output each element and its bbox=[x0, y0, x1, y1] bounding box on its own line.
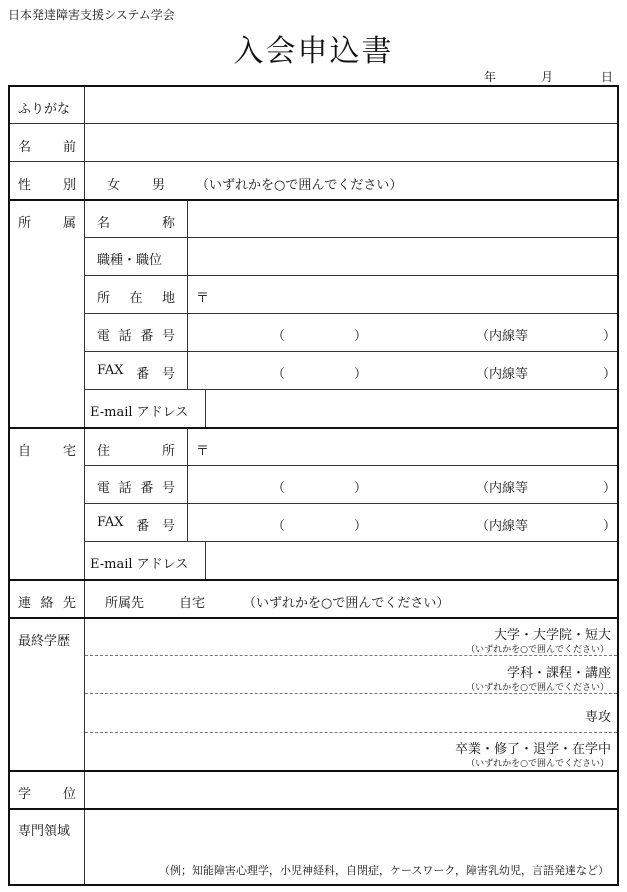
label-part: 号 bbox=[161, 481, 175, 496]
gender-option-female[interactable]: 女 bbox=[107, 178, 121, 193]
affiliation-position-label: 職種・職位 bbox=[97, 253, 163, 268]
contact-label-part: 絡 bbox=[40, 596, 54, 611]
contact-label bbox=[18, 592, 76, 611]
application-form bbox=[8, 85, 619, 886]
gender-label-part: 別 bbox=[62, 178, 76, 193]
divider bbox=[10, 161, 617, 162]
paren-close: ） bbox=[603, 519, 617, 534]
dashed-divider bbox=[85, 655, 617, 656]
education-circle-note: （いずれかを○で囲んでください） bbox=[466, 759, 609, 769]
home-label bbox=[18, 440, 76, 459]
date-month-label: 月 bbox=[541, 70, 554, 84]
gender-label-part: 性 bbox=[18, 178, 32, 193]
label-part: 所 bbox=[161, 444, 175, 459]
affiliation-position-field[interactable] bbox=[188, 238, 617, 275]
home-sub-divider bbox=[187, 428, 188, 541]
extension-label: （内線等 bbox=[476, 367, 529, 382]
divider bbox=[85, 313, 617, 314]
furigana-field[interactable] bbox=[85, 88, 617, 123]
education-circle-note: （いずれかを○で囲んでください） bbox=[466, 683, 609, 693]
label-part: 号 bbox=[161, 519, 175, 534]
contact-label-part: 先 bbox=[62, 596, 76, 611]
label-part: FAX bbox=[97, 363, 124, 378]
specialty-example: （例；知能障害心理学，小児神経科，自閉症，ケースワーク，障害乳幼児，言語発達など） bbox=[158, 864, 609, 877]
date-day-label: 日 bbox=[601, 70, 614, 84]
paren-close: ） bbox=[354, 367, 368, 382]
date-year-label: 年 bbox=[484, 70, 497, 84]
education-university-options[interactable]: 大学・大学院・短大 bbox=[493, 628, 611, 643]
degree-label-part: 位 bbox=[62, 787, 76, 802]
label-part: 電 bbox=[97, 481, 111, 496]
degree-label bbox=[18, 783, 76, 802]
degree-label-part: 学 bbox=[18, 787, 32, 802]
section-divider bbox=[10, 579, 617, 581]
gender-note: （いずれかを○で囲んでください） bbox=[196, 178, 403, 193]
education-major-label: 専攻 bbox=[584, 710, 611, 725]
gender-label bbox=[18, 174, 76, 193]
contact-label-part: 連 bbox=[18, 596, 32, 611]
paren-open: （ bbox=[272, 329, 286, 344]
paren-close: ） bbox=[603, 481, 617, 496]
label-part: 在 bbox=[129, 291, 143, 306]
contact-note: （いずれかを○で囲んでください） bbox=[243, 596, 450, 611]
extension-label: （内線等 bbox=[476, 519, 529, 534]
label-part: 番 bbox=[140, 481, 154, 496]
name-label-part: 前 bbox=[62, 140, 76, 155]
gender-option-male[interactable]: 男 bbox=[152, 178, 166, 193]
label-part: 話 bbox=[118, 481, 132, 496]
paren-open: （ bbox=[272, 367, 286, 382]
paren-open: （ bbox=[272, 481, 286, 496]
home-label-part: 宅 bbox=[62, 444, 76, 459]
label-part: FAX bbox=[97, 515, 124, 530]
specialty-label: 専門領域 bbox=[18, 824, 71, 839]
label-column-divider bbox=[84, 87, 85, 884]
divider bbox=[85, 351, 617, 352]
affiliation-email-label: E-mail アドレス bbox=[90, 405, 189, 420]
education-circle-note: （いずれかを○で囲んでください） bbox=[466, 645, 609, 655]
label-part: 称 bbox=[161, 216, 175, 231]
home-phone-label bbox=[97, 477, 175, 496]
education-status-options[interactable]: 卒業・修了・退学・在学中 bbox=[454, 742, 611, 757]
home-fax-label bbox=[97, 515, 175, 534]
affiliation-label-part: 所 bbox=[18, 216, 32, 231]
label-part: 住 bbox=[97, 444, 111, 459]
home-postal-mark: 〒 bbox=[196, 444, 210, 459]
divider bbox=[85, 503, 617, 504]
paren-close: ） bbox=[354, 481, 368, 496]
section-divider bbox=[10, 617, 617, 619]
label-part: 番 bbox=[136, 519, 150, 534]
name-field[interactable] bbox=[85, 124, 617, 161]
paren-close: ） bbox=[354, 519, 368, 534]
specialty-field[interactable] bbox=[85, 809, 617, 859]
contact-option-work[interactable]: 所属先 bbox=[105, 596, 145, 611]
extension-label: （内線等 bbox=[476, 481, 529, 496]
home-email-field[interactable] bbox=[206, 542, 617, 579]
affiliation-email-field[interactable] bbox=[206, 390, 617, 427]
divider bbox=[85, 465, 617, 466]
organization-name: 日本発達障害支援システム学会 bbox=[8, 8, 175, 22]
paren-close: ） bbox=[603, 329, 617, 344]
label-part: 話 bbox=[118, 329, 132, 344]
paren-open: （ bbox=[272, 519, 286, 534]
home-address-label bbox=[97, 440, 175, 459]
home-address-field[interactable] bbox=[210, 428, 617, 465]
furigana-label: ふりがな bbox=[18, 102, 71, 117]
dashed-divider bbox=[85, 732, 617, 733]
page-title: 入会申込書 bbox=[233, 34, 394, 69]
affiliation-label-part: 属 bbox=[62, 216, 76, 231]
label-part: 電 bbox=[97, 329, 111, 344]
label-part: 番 bbox=[136, 367, 150, 382]
dashed-divider bbox=[85, 693, 617, 694]
label-part: 号 bbox=[161, 367, 175, 382]
home-label-part: 自 bbox=[18, 444, 32, 459]
degree-field[interactable] bbox=[85, 771, 617, 808]
paren-close: ） bbox=[354, 329, 368, 344]
affiliation-org-name-field[interactable] bbox=[188, 200, 617, 237]
education-label: 最終学歴 bbox=[18, 634, 71, 649]
affiliation-postal-mark: 〒 bbox=[196, 291, 210, 306]
affiliation-org-name-label bbox=[97, 212, 175, 231]
affiliation-fax-label bbox=[97, 363, 175, 382]
label-part: 番 bbox=[140, 329, 154, 344]
label-part: 所 bbox=[97, 291, 111, 306]
extension-label: （内線等 bbox=[476, 329, 529, 344]
paren-close: ） bbox=[603, 367, 617, 382]
label-part: 号 bbox=[161, 329, 175, 344]
education-department-options[interactable]: 学科・課程・講座 bbox=[506, 666, 611, 681]
affiliation-phone-label bbox=[97, 325, 175, 344]
name-label-part: 名 bbox=[18, 140, 32, 155]
contact-option-home[interactable]: 自宅 bbox=[179, 596, 206, 611]
affiliation-address-field[interactable] bbox=[210, 276, 617, 313]
name-label bbox=[18, 136, 76, 155]
label-part: 地 bbox=[161, 291, 175, 306]
affiliation-label bbox=[18, 212, 76, 231]
home-email-label: E-mail アドレス bbox=[90, 557, 189, 572]
affiliation-address-label bbox=[97, 287, 175, 306]
label-part: 名 bbox=[97, 216, 111, 231]
